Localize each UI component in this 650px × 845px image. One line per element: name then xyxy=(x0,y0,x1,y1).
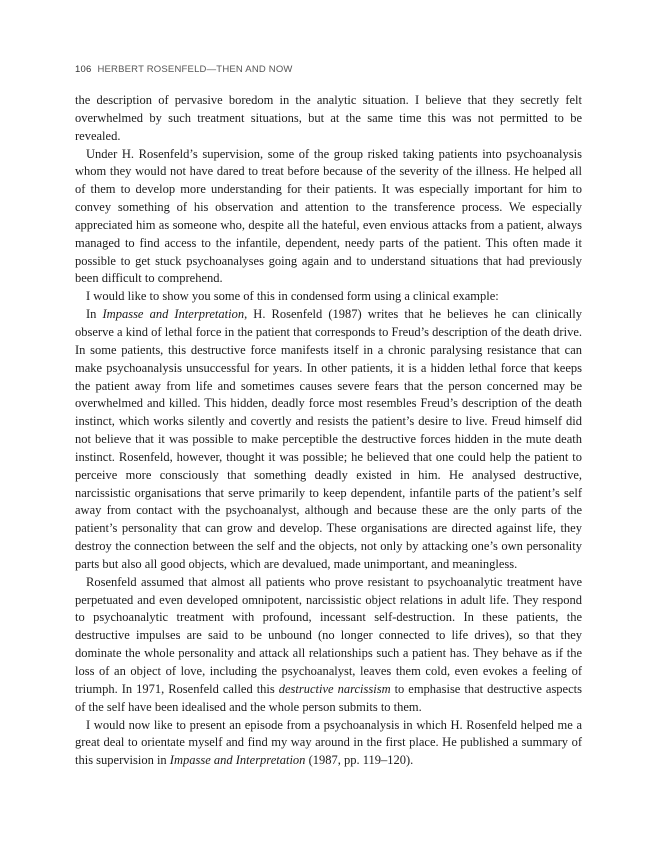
italic-text: Impasse and Interpretation xyxy=(169,753,306,768)
body-text xyxy=(75,92,582,770)
text-segment: I would now like to present an episode from a psychoanalysis in which H. Rosenfeld helped me a great deal to orientate myself and find my way around in the first place. He published a summary of this supervision in xyxy=(75,717,582,768)
paragraph xyxy=(75,92,582,146)
text-segment: (1987, pp. 119–120). xyxy=(305,753,414,768)
text-segment: In xyxy=(86,307,103,322)
text-segment: the description of pervasive boredom in the analytic situation. I believe that they secretly felt overwhelmed by such treatment situations, but at the same time this was not permitted to be revealed. xyxy=(75,93,582,143)
text-segment: Under H. Rosenfeld’s supervision, some of the group risked taking patients into psychoanalysis whom they would not have dared to treat before because of the severity of the illness. He helped all of them to develop more understanding for their patients. It was especially important for him to convey something of his observation and attention to the transference process. We especially appreciated him as someone who, despite all the hateful, even envious attacks from a patient, always managed to find access to the infantile, dependent, needy parts of the patient. This often made it possible to get stuck psychoanalyses going again and to understand situations that had previously been difficult to comprehend. xyxy=(75,146,582,286)
paragraph xyxy=(75,574,582,717)
paragraph xyxy=(75,146,582,289)
text-segment: to emphasise that destructive aspects of the self have been idealised and the whole person submits to them. xyxy=(75,681,582,714)
paragraph xyxy=(75,306,582,574)
italic-text: Impasse and Interpretation xyxy=(102,307,245,322)
italic-text: destructive narcissism xyxy=(278,681,391,696)
text-segment: , H. Rosenfeld (1987) writes that he believes he can clinically observe a kind of lethal force in the patient that corresponds to Freud’s description of the death drive. In some patients, this destructive force manifests itself in a chronic paralysing resistance that can make psychoanalysis unsuccessful for years. In other patients, it is a hidden lethal force that keeps the patient away from life and sometimes causes severe fears that the person concerned may be overwhelmed and killed. This hidden, deadly force most resembles Freud’s description of the death instinct, which works silently and covertly and resists the patient’s desire to live. Freud himself did not believe that it was possible to make perceptible the destructive forces hidden in the mute death instinct. Rosenfeld, however, thought it was possible; he believed that one could help the patient to perceive more consciously that something deadly existed in him. He analysed destructive, narcissistic organisations that serve primarily to keep dependent, infantile parts of the patient’s self away from contact with the psychoanalyst, although and because these are the only parts of the patient’s personality that can grow and develop. These organisations are directed against life, they destroy the connection between the self and the objects, not only by attacking one’s own personality parts but also all good objects, which are devalued, made unimportant, and meaningless. xyxy=(75,307,583,571)
paragraph xyxy=(75,717,582,771)
paragraph xyxy=(75,288,582,306)
page-number: 106 xyxy=(75,64,92,75)
book-title: HERBERT ROSENFELD—THEN AND NOW xyxy=(97,64,293,75)
text-segment: I would like to show you some of this in condensed form using a clinical example: xyxy=(86,289,499,304)
text-segment: Rosenfeld assumed that almost all patients who prove resistant to psychoanalytic treatment have perpetuated and even developed omnipotent, narcissistic object relations in adult life. They respond to psychoanalytic treatment with profound, incessant self-destruction. In these patients, the destructive impulses are said to be unbound (no longer connected to life drives), so that they dominate the whole personality and attack all relationships such a patient has. They behave as if the loss of an object of love, including the psychoanalyst, leaves them cold, even evokes a feeling of triumph. In 1971, Rosenfeld called this xyxy=(75,574,582,696)
book-page xyxy=(75,64,582,770)
running-head xyxy=(75,64,582,75)
